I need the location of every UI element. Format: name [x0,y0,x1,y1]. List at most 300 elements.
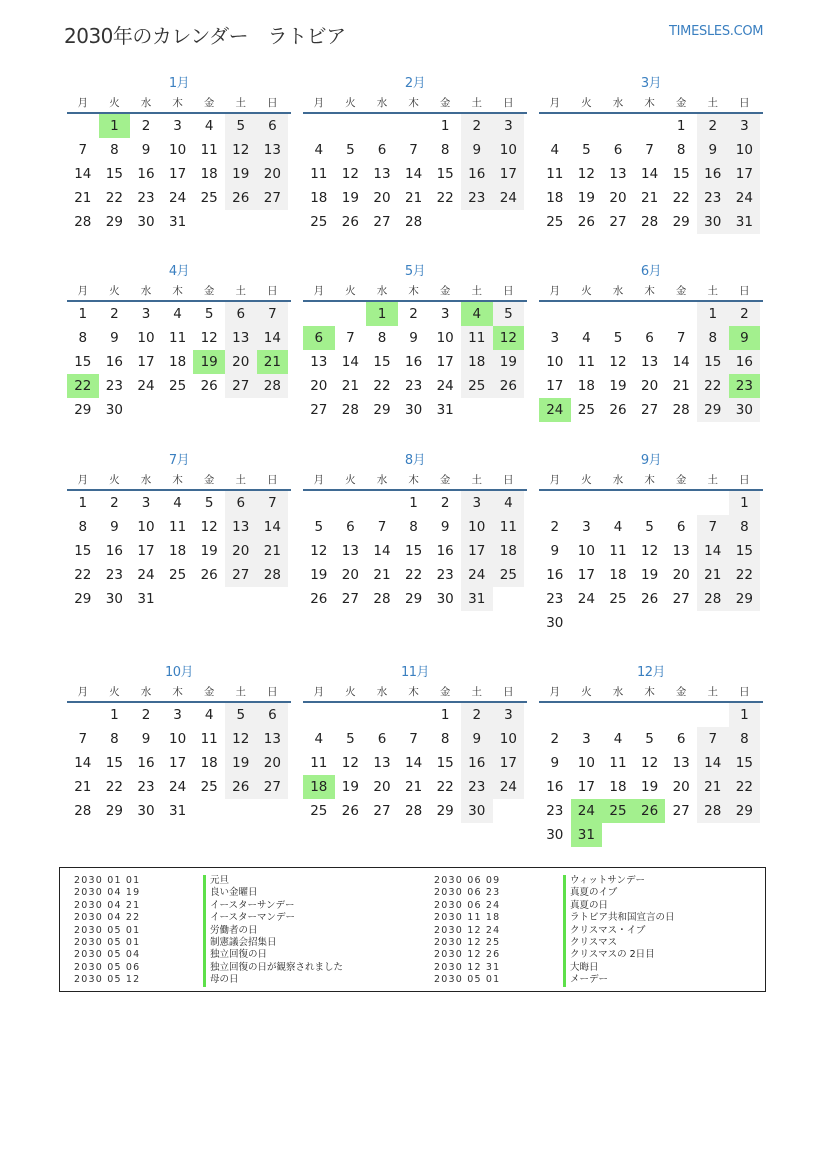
day-cell: 6 [645,330,654,346]
empty-cell [634,823,666,847]
weekday-header [539,683,763,703]
day-cell: 27 [640,402,659,418]
day-cell: 6 [257,703,289,727]
day-cell: 22 [436,779,454,795]
day-cell: 25 [168,567,187,583]
weekday-label: 日 [503,97,514,109]
day-cell: 2 [110,306,119,322]
day-cell: 17 [577,779,595,795]
day-cell: 27 [225,563,257,587]
day-cell: 28 [697,799,729,823]
weekday-label: 水 [376,285,388,297]
week-row [539,515,763,539]
day-cell: 11 [168,519,187,535]
empty-cell [602,823,634,847]
day-cell: 9 [697,138,729,162]
day-cell: 8 [409,519,418,535]
empty-cell [697,823,729,847]
holiday-day-cell: 4 [461,302,493,326]
week-row [539,587,763,611]
day-cell: 28 [74,214,92,230]
day-cell: 4 [173,495,182,511]
empty-cell [602,703,634,727]
day-cell: 29 [729,587,761,611]
week-row [539,210,763,234]
day-cell: 26 [577,214,595,230]
day-cell: 21 [373,567,391,583]
day-cell: 30 [436,591,454,607]
weekday-header [67,94,291,114]
week-row [303,727,527,751]
day-cell: 23 [546,591,564,607]
empty-cell [634,302,666,326]
day-cell: 12 [341,166,359,182]
day-cell: 1 [729,491,761,515]
day-cell: 4 [582,330,591,346]
holiday-name: イースターサンデー [203,900,343,912]
month-name: 8月 [404,453,426,468]
week-row [67,775,291,799]
weekday-label: 木 [408,686,419,698]
empty-cell [429,210,461,234]
day-cell: 24 [168,779,187,795]
holiday-day-cell: 22 [67,374,99,398]
day-cell: 23 [436,567,454,583]
week-row [303,775,527,799]
day-cell: 16 [546,779,564,795]
holiday-day-cell: 12 [493,326,525,350]
week-row [303,114,527,138]
holiday-date: 2030 05 06 [74,961,141,973]
day-cell: 10 [137,519,155,535]
week-row [67,302,291,326]
day-cell: 29 [404,591,423,607]
day-cell: 5 [613,330,623,346]
weekday-label: 水 [612,285,624,297]
day-cell: 23 [137,190,155,206]
month-block [303,451,527,611]
day-cell: 9 [110,330,119,346]
empty-cell [366,703,398,727]
day-cell: 11 [168,330,187,346]
day-cell: 23 [461,186,493,210]
day-cell: 1 [676,118,686,134]
empty-cell [634,703,666,727]
day-cell: 14 [697,751,729,775]
week-row [303,302,527,326]
day-cell: 14 [640,166,659,182]
day-cell: 8 [377,330,387,346]
day-cell: 27 [257,775,289,799]
day-cell: 28 [373,591,391,607]
weekday-label: 木 [172,97,183,109]
day-cell: 13 [640,354,659,370]
day-cell: 26 [493,374,525,398]
weekday-label: 火 [581,474,592,486]
day-cell: 20 [672,567,690,583]
weekday-header [303,471,527,491]
day-cell: 15 [697,350,729,374]
day-cell: 11 [609,543,627,559]
weekday-label: 木 [172,474,183,486]
weekday-label: 木 [644,97,655,109]
day-cell: 14 [257,515,289,539]
empty-cell [665,703,697,727]
day-cell: 16 [461,751,493,775]
day-cell: 29 [729,799,761,823]
day-cell: 6 [346,519,355,535]
week-row [539,823,763,847]
day-cell: 4 [613,519,623,535]
day-cell: 30 [105,591,123,607]
day-cell: 11 [546,166,564,182]
day-cell: 3 [550,330,560,346]
day-cell: 8 [78,519,88,535]
day-cell: 17 [493,751,525,775]
weekday-header [539,94,763,114]
day-cell: 29 [436,803,454,819]
day-cell: 12 [200,330,218,346]
holiday-date: 2030 05 04 [74,949,141,961]
day-cell: 29 [74,591,92,607]
day-cell: 10 [436,330,454,346]
weekday-label: 月 [313,97,325,109]
empty-cell [366,114,398,138]
month-block [67,74,291,234]
empty-cell [539,703,571,727]
weekday-label: 土 [707,97,719,109]
holiday-date: 2030 04 19 [74,887,141,899]
holiday-name: 良い金曜日 [203,887,343,899]
weekday-header [539,282,763,302]
site-brand-link[interactable]: TIMESLES.COM [669,24,764,39]
day-cell: 28 [341,402,359,418]
day-cell: 15 [404,543,423,559]
day-cell: 26 [341,214,359,230]
day-cell: 15 [105,755,123,771]
holiday-day-cell: 24 [539,398,571,422]
day-cell: 25 [168,378,187,394]
weekday-label: 土 [707,474,719,486]
day-cell: 3 [141,306,151,322]
day-cell: 20 [373,190,391,206]
day-cell: 15 [105,166,123,182]
empty-cell [225,587,257,611]
day-cell: 21 [341,378,359,394]
day-cell: 3 [729,114,761,138]
holiday-legend [59,867,766,992]
empty-cell [602,611,634,635]
week-row [539,186,763,210]
day-cell: 23 [105,378,123,394]
day-cell: 20 [310,378,328,394]
day-cell: 21 [404,190,423,206]
day-cell: 19 [640,567,659,583]
month-name: 9月 [640,453,662,468]
weekday-label: 土 [471,285,483,297]
empty-cell [366,491,398,515]
day-cell: 2 [461,703,493,727]
day-cell: 27 [672,591,690,607]
day-cell: 6 [676,731,686,747]
day-cell: 5 [346,731,355,747]
holiday-name: クリスマス・イブ [563,925,675,937]
weekday-label: 月 [549,686,561,698]
weekday-label: 日 [267,474,278,486]
weekday-label: 水 [140,97,152,109]
day-cell: 9 [440,519,450,535]
week-row [539,114,763,138]
day-cell: 22 [672,190,690,206]
day-cell: 10 [168,731,187,747]
weekday-header [539,471,763,491]
empty-cell [335,703,367,727]
day-cell: 12 [640,543,659,559]
week-row [539,491,763,515]
weekday-label: 木 [408,285,419,297]
day-cell: 13 [609,166,627,182]
day-cell: 8 [110,142,119,158]
weekday-label: 水 [612,97,624,109]
day-cell: 15 [729,539,761,563]
day-cell: 11 [200,731,218,747]
day-cell: 3 [493,703,525,727]
day-cell: 26 [640,591,659,607]
empty-cell [162,587,194,611]
weekday-label: 水 [140,474,152,486]
week-row [303,491,527,515]
day-cell: 27 [373,214,391,230]
day-cell: 13 [310,354,328,370]
day-cell: 17 [546,378,564,394]
day-cell: 25 [310,214,328,230]
weekday-label: 月 [313,285,325,297]
day-cell: 1 [78,306,88,322]
empty-cell [398,114,430,138]
holiday-day-cell: 18 [303,775,335,799]
weekday-label: 日 [739,97,750,109]
month-name: 5月 [404,264,426,279]
holiday-name: ラトビア共和国宣言の日 [563,912,675,924]
empty-cell [697,491,729,515]
day-cell: 19 [341,779,359,795]
day-cell: 15 [436,166,454,182]
weekday-label: 水 [140,285,152,297]
day-cell: 17 [577,567,595,583]
day-cell: 13 [257,727,289,751]
day-cell: 13 [225,326,257,350]
week-row [539,775,763,799]
day-cell: 8 [676,142,686,158]
day-cell: 2 [141,707,151,723]
day-cell: 24 [577,591,595,607]
day-cell: 16 [729,350,761,374]
empty-cell [602,114,634,138]
day-cell: 24 [436,378,454,394]
holiday-name: 母の日 [203,974,343,986]
holiday-name: 制憲議会招集日 [203,937,343,949]
day-cell: 23 [404,378,423,394]
day-cell: 22 [404,567,423,583]
weekday-label: 月 [313,686,325,698]
day-cell: 2 [409,306,418,322]
day-cell: 6 [257,114,289,138]
day-cell: 20 [672,779,690,795]
day-cell: 7 [346,330,355,346]
day-cell: 7 [257,302,289,326]
day-cell: 9 [141,731,151,747]
holiday-date: 2030 01 01 [74,875,141,886]
day-cell: 11 [310,755,328,771]
weekday-label: 月 [313,474,325,486]
empty-cell [571,114,603,138]
day-cell: 28 [257,374,289,398]
day-cell: 31 [137,591,155,607]
empty-cell [193,799,225,823]
day-cell: 9 [409,330,418,346]
week-row [539,727,763,751]
week-row [303,587,527,611]
day-cell: 2 [550,731,560,747]
month-block [67,262,291,422]
day-cell: 9 [141,142,151,158]
day-cell: 2 [141,118,151,134]
day-cell: 5 [225,114,257,138]
day-cell: 23 [546,803,564,819]
empty-cell [335,114,367,138]
day-cell: 4 [613,731,623,747]
month-block [539,262,763,422]
day-cell: 13 [672,543,690,559]
day-cell: 4 [204,118,214,134]
day-cell: 15 [74,354,92,370]
holiday-name: クリスマスの 2日目 [563,949,675,961]
day-cell: 14 [257,326,289,350]
weekday-label: 水 [376,474,388,486]
day-cell: 13 [373,166,391,182]
day-cell: 14 [341,354,359,370]
weekday-label: 土 [235,97,247,109]
day-cell: 28 [74,803,92,819]
weekday-label: 火 [581,97,592,109]
holiday-day-cell: 1 [366,302,398,326]
holiday-day-cell: 1 [99,114,131,138]
day-cell: 8 [729,515,761,539]
day-cell: 7 [78,142,88,158]
week-row [67,350,291,374]
day-cell: 3 [582,519,591,535]
holiday-name: 労働者の日 [203,925,343,937]
weekday-label: 金 [439,285,451,297]
week-row [303,326,527,350]
day-cell: 7 [409,142,418,158]
day-cell: 6 [225,491,257,515]
day-cell: 29 [373,402,391,418]
empty-cell [461,398,493,422]
day-cell: 17 [493,162,525,186]
day-cell: 3 [173,118,182,134]
weekday-label: 火 [581,686,592,698]
holiday-day-cell: 31 [571,823,603,847]
day-cell: 17 [168,755,187,771]
empty-cell [634,491,666,515]
day-cell: 7 [645,142,654,158]
month-name: 12月 [636,665,666,680]
day-cell: 24 [493,775,525,799]
holiday-day-cell: 23 [729,374,761,398]
day-cell: 6 [377,142,387,158]
weekday-label: 火 [345,686,356,698]
day-cell: 31 [729,210,761,234]
day-cell: 16 [461,162,493,186]
day-cell: 27 [310,402,328,418]
empty-cell [335,302,367,326]
day-cell: 12 [225,138,257,162]
week-row [539,563,763,587]
day-cell: 31 [436,402,454,418]
weekday-label: 水 [612,686,624,698]
weekday-label: 土 [471,474,483,486]
day-cell: 3 [141,495,151,511]
day-cell: 23 [461,775,493,799]
day-cell: 17 [436,354,454,370]
day-cell: 19 [225,751,257,775]
day-cell: 18 [200,166,218,182]
empty-cell [193,398,225,422]
day-cell: 2 [440,495,450,511]
day-cell: 14 [404,755,423,771]
day-cell: 29 [105,803,123,819]
holiday-day-cell: 9 [729,326,761,350]
empty-cell [461,210,493,234]
day-cell: 20 [640,378,659,394]
week-row [539,398,763,422]
holiday-dates-left [74,875,140,987]
day-cell: 20 [609,190,627,206]
holiday-date: 2030 06 24 [434,899,501,911]
day-cell: 26 [310,591,328,607]
day-cell: 18 [461,350,493,374]
weekday-label: 土 [471,686,483,698]
week-row [67,799,291,823]
week-row [67,374,291,398]
empty-cell [571,491,603,515]
weekday-label: 木 [408,97,419,109]
holiday-names-right [563,875,675,987]
week-row [303,186,527,210]
weekday-label: 金 [203,686,215,698]
day-cell: 5 [225,703,257,727]
day-cell: 4 [314,731,324,747]
week-row [303,515,527,539]
day-cell: 3 [582,731,591,747]
day-cell: 16 [137,166,155,182]
holiday-date: 2030 05 01 [74,924,141,936]
day-cell: 3 [461,491,493,515]
week-row [539,751,763,775]
month-name: 6月 [640,264,662,279]
day-cell: 20 [225,350,257,374]
day-cell: 13 [672,755,690,771]
weekday-label: 火 [109,686,120,698]
holiday-date: 2030 05 12 [74,974,141,986]
holiday-date: 2030 05 01 [434,974,501,986]
empty-cell [571,703,603,727]
holiday-date: 2030 11 18 [434,912,501,924]
day-cell: 16 [546,567,564,583]
day-cell: 26 [200,567,218,583]
day-cell: 28 [404,803,423,819]
